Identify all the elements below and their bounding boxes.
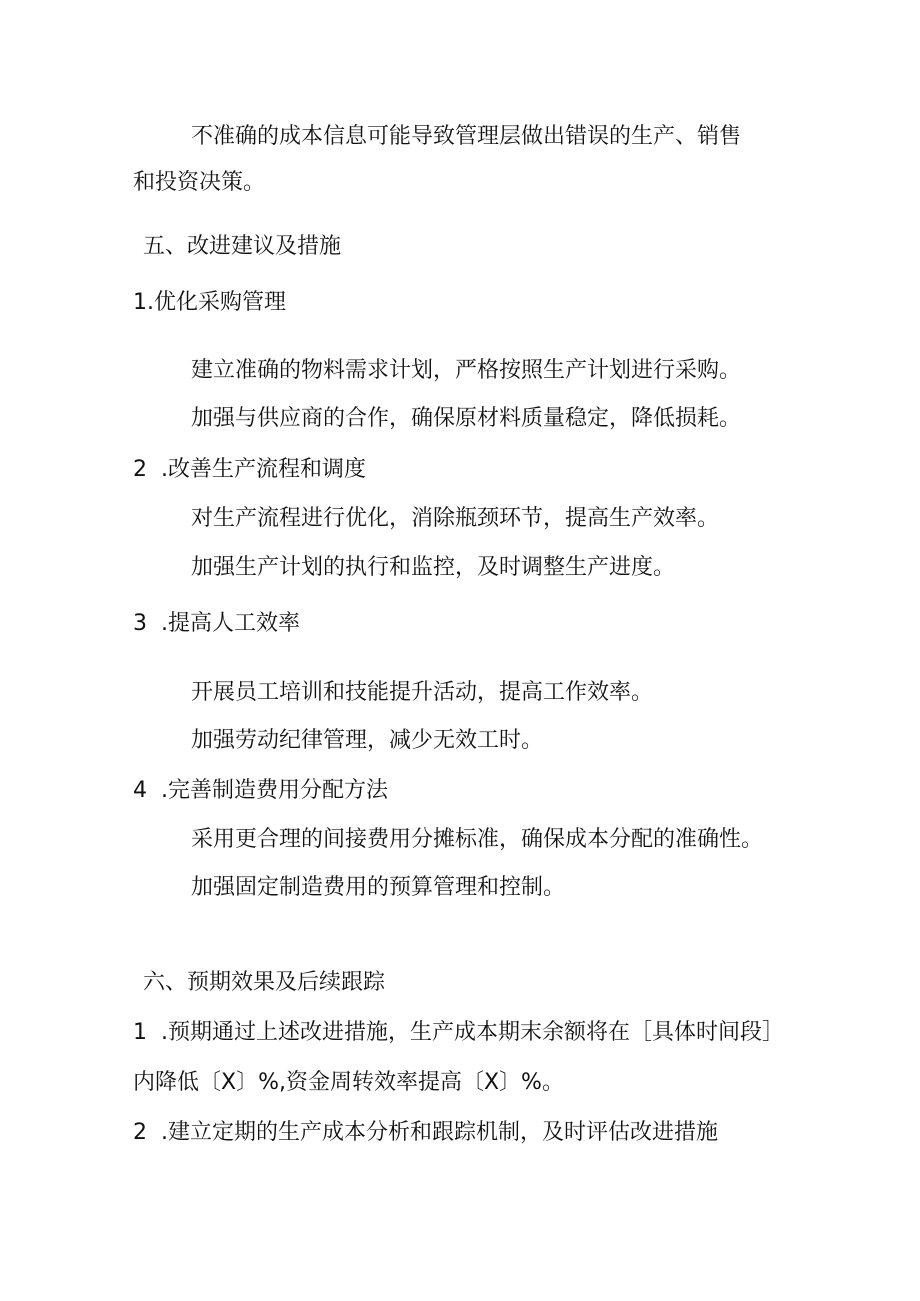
intro-line-1: 不准确的成本信息可能导致管理层做出错误的生产、销售 [191, 124, 742, 149]
item-3-title: 3 .提高人工效率 [133, 611, 300, 636]
item-4-point-2: 加强固定制造费用的预算管理和控制。 [191, 875, 566, 900]
item-2-title: 2 .改善生产流程和调度 [133, 457, 366, 482]
item-3-point-2: 加强劳动纪律管理，减少无效工时。 [191, 728, 544, 753]
item-4-title: 4 .完善制造费用分配方法 [133, 778, 388, 803]
expected-item-1-line-2: 内降低〔X〕%,资金周转效率提高〔X〕%。 [133, 1070, 564, 1095]
expected-item-1-line-1: 1 .预期通过上述改进措施，生产成本期末余额将在［具体时间段］ [133, 1020, 784, 1045]
section-6-heading: 六、预期效果及后续跟踪 [143, 970, 386, 995]
item-1-point-1: 建立准确的物料需求计划，严格按照生产计划进行采购。 [191, 358, 742, 383]
expected-item-2-line-1: 2 .建立定期的生产成本分析和跟踪机制，及时评估改进措施 [133, 1120, 718, 1145]
item-1-point-2: 加强与供应商的合作，确保原材料质量稳定，降低损耗。 [191, 406, 742, 431]
item-2-point-2: 加强生产计划的执行和监控，及时调整生产进度。 [191, 555, 676, 580]
item-2-point-1: 对生产流程进行优化，消除瓶颈环节，提高生产效率。 [191, 506, 720, 531]
item-1-title: 1.优化采购管理 [133, 290, 286, 315]
section-5-heading: 五、改进建议及措施 [143, 234, 342, 259]
intro-line-2: 和投资决策。 [133, 170, 266, 195]
item-3-point-1: 开展员工培训和技能提升活动，提高工作效率。 [191, 680, 654, 705]
item-4-point-1: 采用更合理的间接费用分摊标准，确保成本分配的准确性。 [191, 827, 764, 852]
